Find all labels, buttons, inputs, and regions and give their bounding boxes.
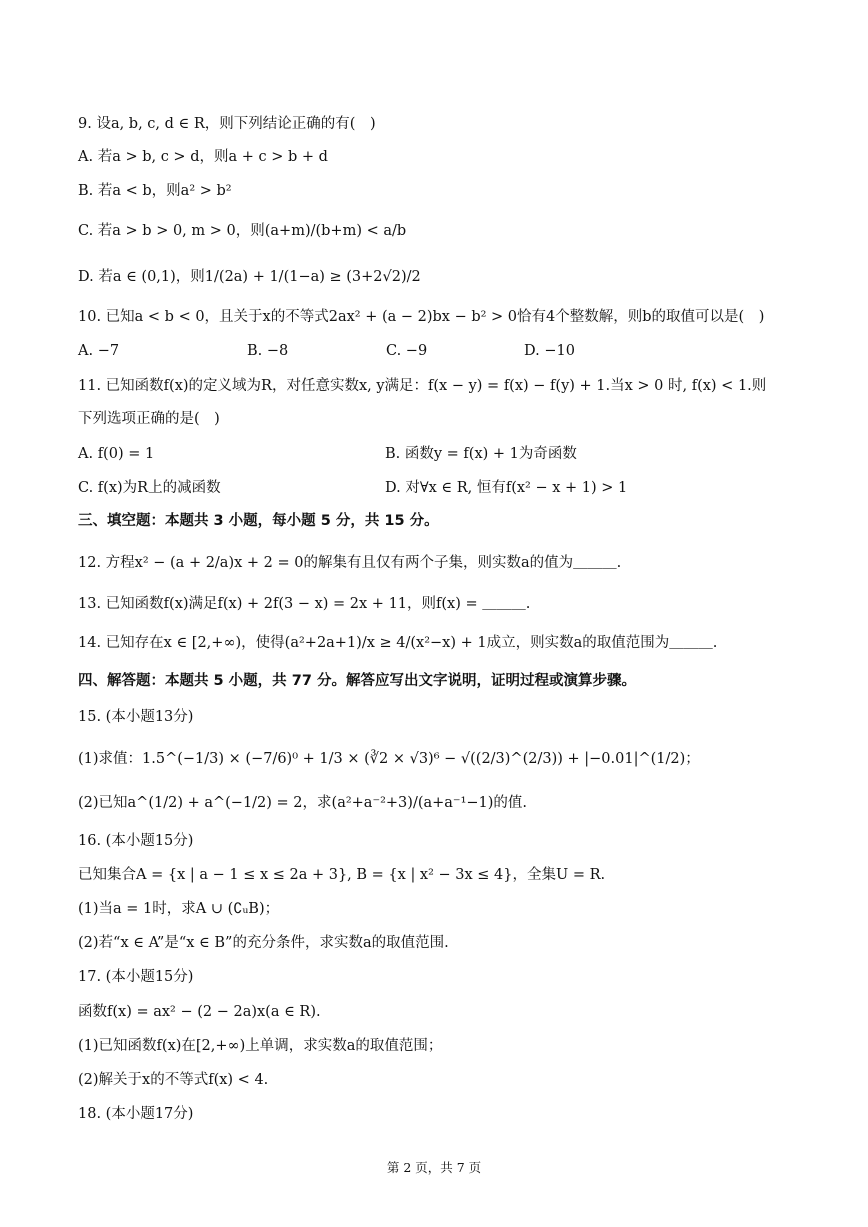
- q15-part2: (2)已知a^(1/2) + a^(−1/2) = 2，求(a²+a⁻²+3)/(a+a⁻¹−1)的值.: [78, 795, 528, 811]
- q11-stem-line2: 下列选项正确的是( ): [78, 411, 220, 427]
- section-fill-blank-heading: 三、填空题：本题共 3 小题，每小题 5 分，共 15 分。: [78, 513, 439, 529]
- q17-title: 17. (本小题15分): [78, 969, 194, 985]
- q16-part2: (2)若“x ∈ A”是“x ∈ B”的充分条件，求实数a的取值范围.: [78, 935, 449, 951]
- q9-option-d: D. 若a ∈ (0,1)，则1/(2a) + 1/(1−a) ≥ (3+2√2)/2: [78, 269, 421, 285]
- q18-title: 18. (本小题17分): [78, 1106, 194, 1122]
- q16-title: 16. (本小题15分): [78, 833, 194, 849]
- q11-option-a: A. f(0) = 1: [78, 446, 155, 462]
- q14: 14. 已知存在x ∈ [2,+∞)，使得(a²+2a+1)/x ≥ 4/(x²−x) + 1成立，则实数a的取值范围为＿＿＿.: [78, 635, 718, 651]
- q16-part1: (1)当a = 1时，求A ∪ (∁ᵤB)；: [78, 901, 280, 917]
- section-solution-heading: 四、解答题：本题共 5 小题，共 77 分。解答应写出文字说明，证明过程或演算步骤。: [78, 673, 636, 689]
- q10-option-d: D. −10: [524, 343, 575, 359]
- q15-part1: (1)求值：1.5^(−1/3) × (−7/6)⁰ + 1/3 × (∛2 × √3)⁶ − √((2/3)^(2/3)) + |−0.01|^(1/2)；: [78, 751, 700, 767]
- q10-stem: 10. 已知a < b < 0，且关于x的不等式2ax² + (a − 2)bx − b² > 0恰有4个整数解，则b的取值可以是( ): [78, 309, 765, 325]
- q11-option-b: B. 函数y = f(x) + 1为奇函数: [385, 446, 577, 462]
- q9-option-c: C. 若a > b > 0, m > 0，则(a+m)/(b+m) < a/b: [78, 223, 407, 239]
- q9-stem: 9. 设a, b, c, d ∈ R，则下列结论正确的有( ): [78, 116, 376, 132]
- q10-option-c: C. −9: [386, 343, 428, 359]
- q15-title: 15. (本小题13分): [78, 709, 194, 725]
- q11-option-c: C. f(x)为R上的减函数: [78, 480, 221, 496]
- q16-stem: 已知集合A = {x | a − 1 ≤ x ≤ 2a + 3}, B = {x | x² − 3x ≤ 4}，全集U = R.: [78, 867, 606, 883]
- q11-stem-line1: 11. 已知函数f(x)的定义域为R，对任意实数x, y满足：f(x − y) = f(x) − f(y) + 1.当x > 0 时, f(x) < 1.则: [78, 378, 767, 394]
- q17-stem: 函数f(x) = ax² − (2 − 2a)x(a ∈ R).: [78, 1004, 321, 1020]
- q9-option-a: A. 若a > b, c > d，则a + c > b + d: [78, 149, 328, 165]
- q10-option-b: B. −8: [247, 343, 289, 359]
- q10-option-a: A. −7: [78, 343, 120, 359]
- q13: 13. 已知函数f(x)满足f(x) + 2f(3 − x) = 2x + 11，则f(x) = ＿＿＿.: [78, 596, 531, 612]
- q11-options-row2: [78, 477, 808, 499]
- q12: 12. 方程x² − (a + 2/a)x + 2 = 0的解集有且仅有两个子集，则实数a的值为＿＿＿.: [78, 555, 622, 571]
- q17-part2: (2)解关于x的不等式f(x) < 4.: [78, 1072, 269, 1088]
- q11-options-row1: [78, 443, 808, 465]
- q10-options: [78, 340, 808, 362]
- page-footer: 第 2 页，共 7 页: [386, 1160, 482, 1175]
- q17-part1: (1)已知函数f(x)在[2,+∞)上单调，求实数a的取值范围；: [78, 1038, 443, 1054]
- q11-option-d: D. 对∀x ∈ R, 恒有f(x² − x + 1) > 1: [385, 480, 628, 496]
- q9-option-b: B. 若a < b，则a² > b²: [78, 183, 232, 199]
